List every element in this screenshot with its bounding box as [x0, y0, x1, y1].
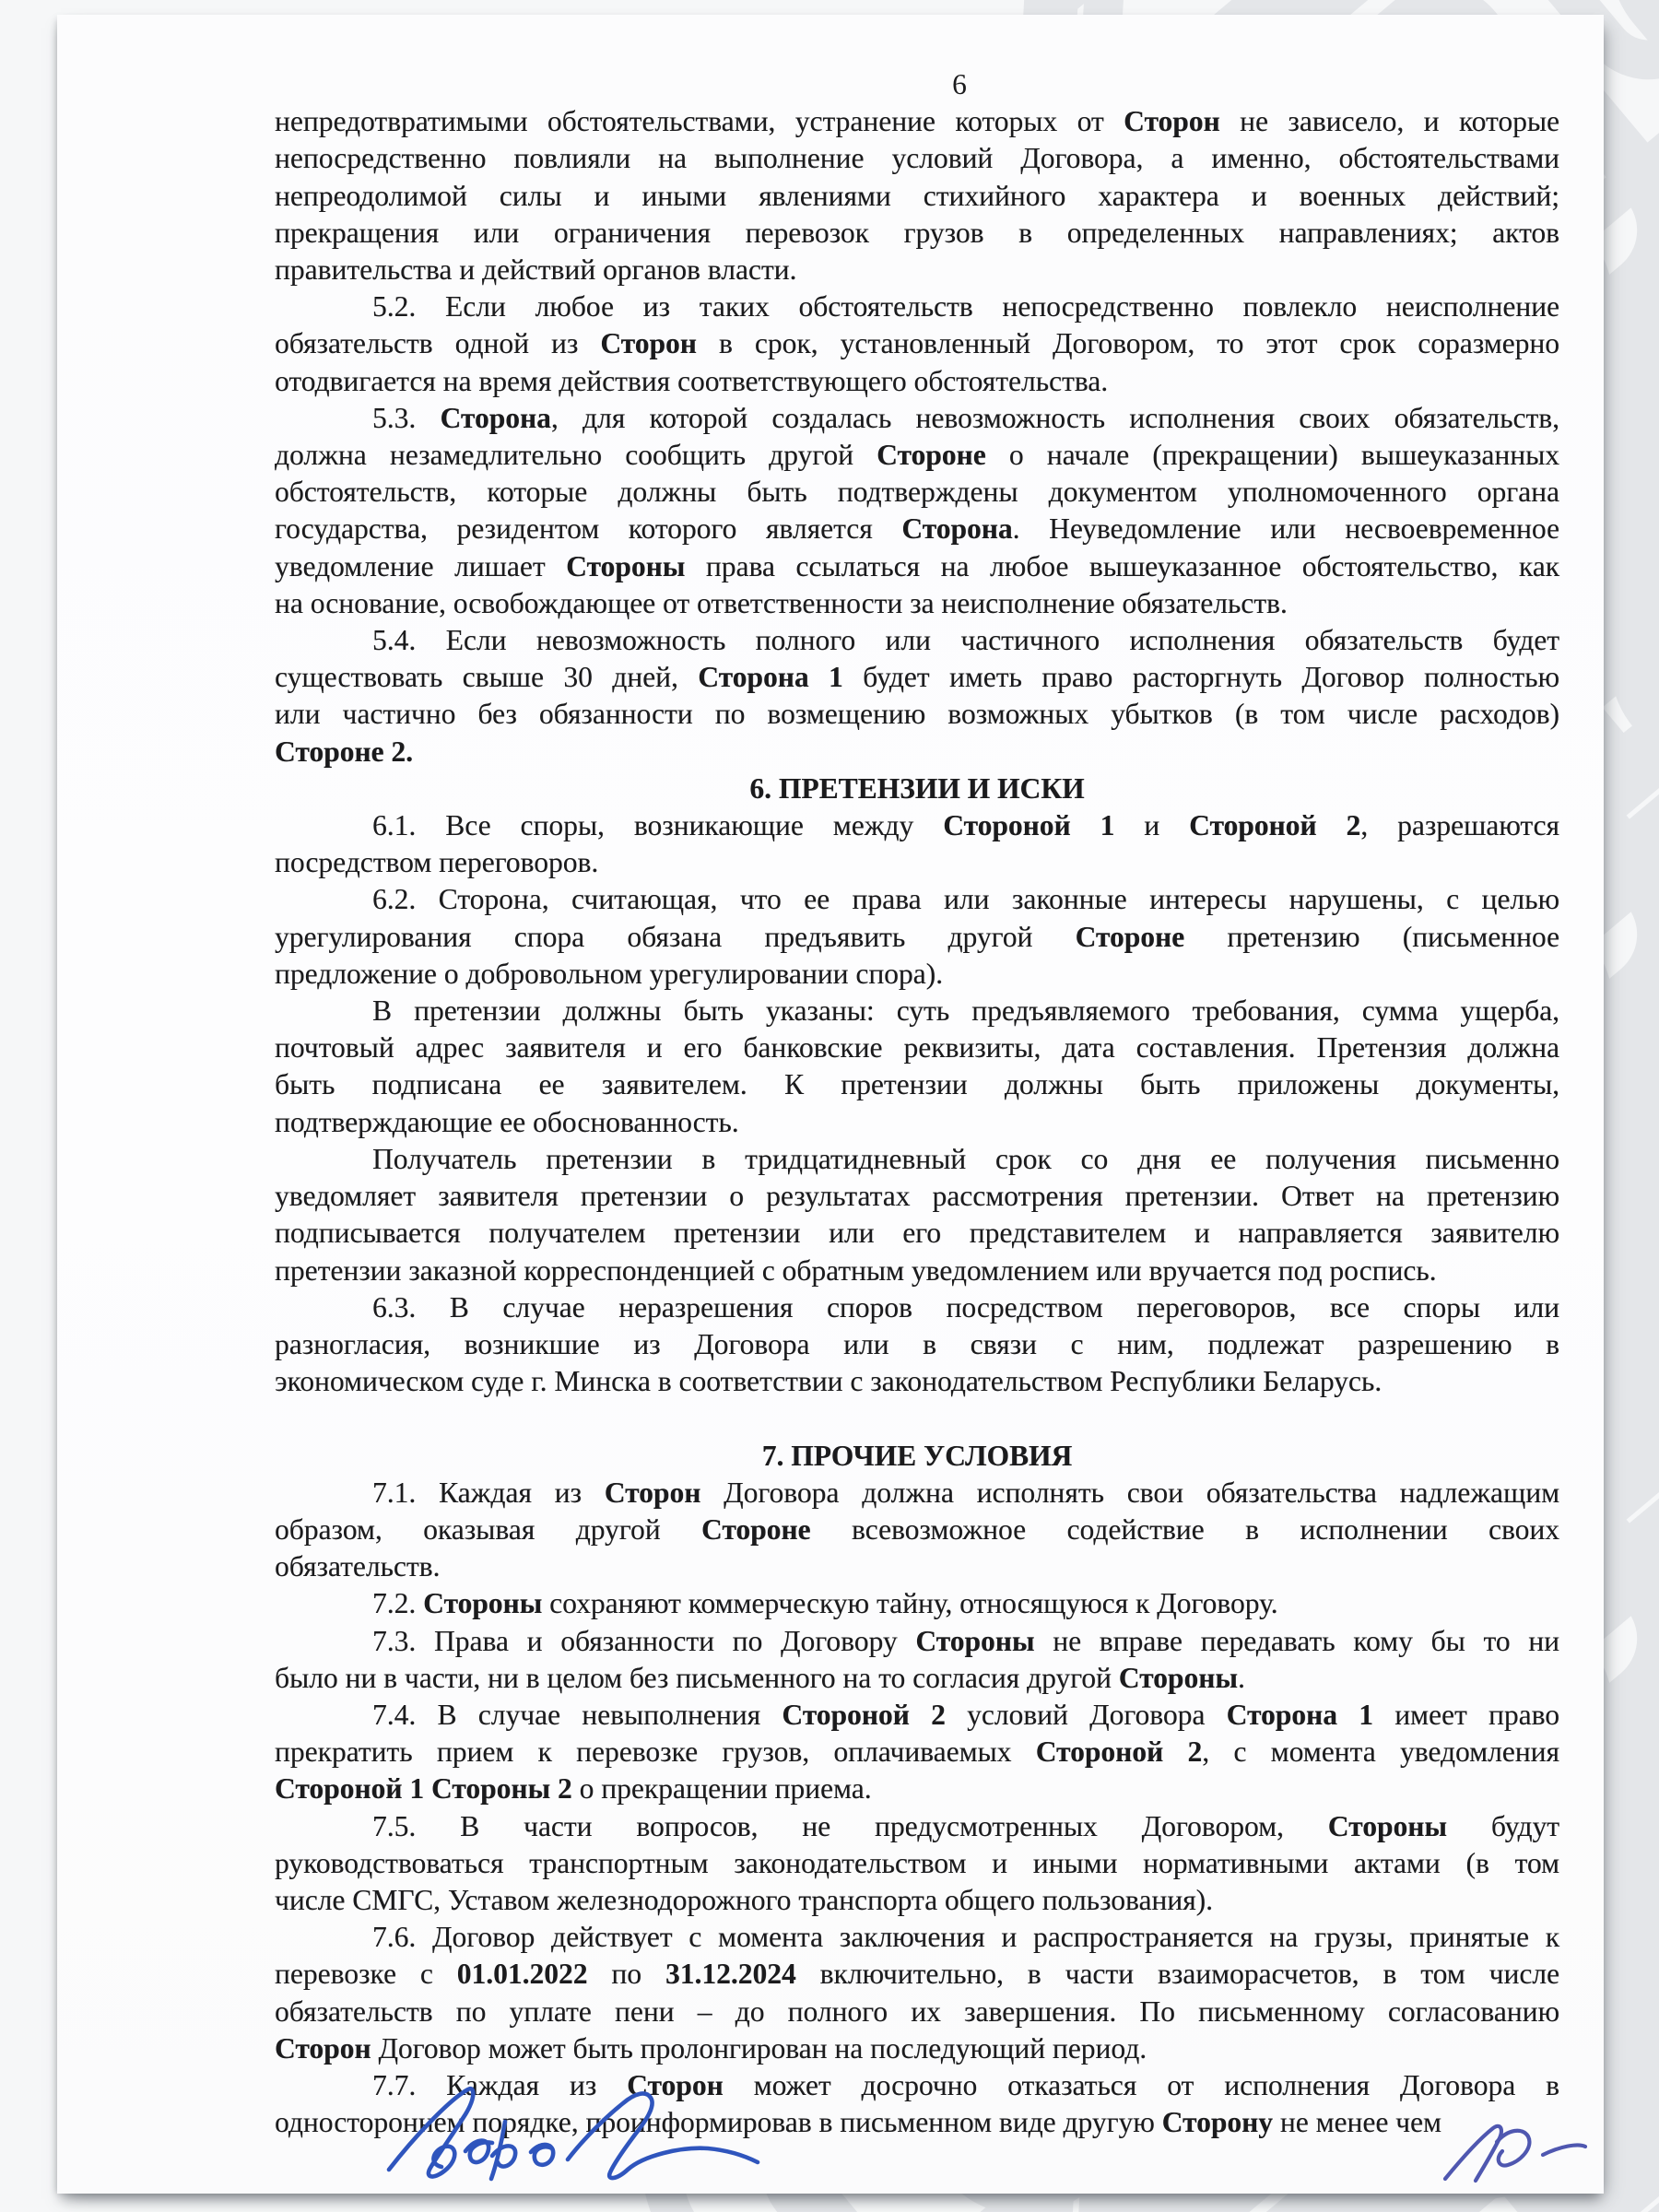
text-line: претензии заказной корреспонденцией с обратным уведомлением или вручается под роспись. — [275, 1253, 1437, 1287]
text-line: было ни в части, ни в целом без письменного на то согласия другой Стороны. — [275, 1661, 1245, 1694]
text-line: непредотвратимыми обстоятельствами, устранение которых от Сторон не зависело, и которые — [275, 105, 1559, 138]
text-line: 7.1. Каждая из Сторон Договора должна исполнять свои обязательства надлежащим — [372, 1476, 1560, 1509]
text-line: 7.5. В части вопросов, не предусмотренных Договором, Стороны будут — [372, 1809, 1559, 1842]
text-line: 7.3. Права и обязанности по Договору Стороны не вправе передавать кому бы то ни — [372, 1624, 1559, 1657]
text-line: обязательств одной из Сторон в срок, установленный Договором, то этот срок соразмерно — [275, 327, 1559, 360]
text-line: правительства и действий органов власти. — [275, 253, 797, 287]
text-line: руководствоваться транспортным законодательством и иными нормативными актами (в том — [275, 1846, 1559, 1879]
text-line: 5.4. Если невозможность полного или частичного исполнения обязательств будет — [372, 624, 1559, 657]
text-line: быть подписана ее заявителем. К претензии должны быть приложены документы, — [275, 1068, 1559, 1101]
paragraph — [275, 1141, 1559, 1289]
handwritten-initials-paraph — [1427, 2118, 1593, 2192]
text-line: на основание, освобождающее от ответственности за неисполнение обязательств. — [275, 586, 1288, 619]
document-body — [275, 103, 1559, 2141]
section-heading: 7. ПРОЧИЕ УСЛОВИЯ — [761, 1439, 1073, 1472]
text-line: обстоятельств, которые должны быть подтверждены документом уполномоченного органа — [275, 476, 1559, 509]
text-line: 6.3. В случае неразрешения споров посредством переговоров, все споры или — [372, 1290, 1559, 1324]
text-line: подтверждающие ее обоснованность. — [275, 1105, 739, 1138]
text-line: посредством переговоров. — [275, 846, 599, 879]
paragraph — [275, 1289, 1559, 1401]
paragraph — [275, 1623, 1559, 1697]
text-line: существовать свыше 30 дней, Сторона 1 будет иметь право расторгнуть Договор полностью — [275, 661, 1559, 694]
text-line: уведомление лишает Стороны права ссылаться на любое вышеуказанное обстоятельство, как — [275, 549, 1559, 582]
paragraph — [275, 103, 1559, 288]
text-line: предложение о добровольном урегулировании спора). — [275, 957, 944, 990]
text-line: 7.6. Договор действует с момента заключения и распространяется на грузы, принятые к — [372, 1921, 1559, 1954]
text-line: прекратить прием к перевозке грузов, оплачиваемых Стороной 2, с момента уведомления — [275, 1735, 1559, 1769]
text-line: государства, резидентом которого является Сторона. Неуведомление или несвоевременное — [275, 512, 1559, 546]
text-line: обязательств по уплате пени – до полного их завершения. По письменному согласованию — [275, 1994, 1559, 2028]
text-line: прекращения или ограничения перевозок грузов в определенных направлениях; актов — [275, 216, 1559, 249]
text-line: непреодолимой силы и иными явлениями стихийного характера и военных действий; — [275, 179, 1559, 212]
text-line: В претензии должны быть указаны: суть предъявляемого требования, сумма ущерба, — [372, 994, 1559, 1028]
text-line: отодвигается на время действия соответствующего обстоятельства. — [275, 364, 1109, 397]
text-line: 5.2. Если любое из таких обстоятельств непосредственно повлекло неисполнение — [372, 290, 1559, 324]
text-line: 7.4. В случае невыполнения Стороной 2 условий Договора Сторона 1 имеет право — [372, 1698, 1559, 1731]
handwritten-signature — [376, 2077, 772, 2188]
text-line: 6.2. Сторона, считающая, что ее права или законные интересы нарушены, с целью — [372, 883, 1559, 916]
paragraph — [275, 807, 1559, 881]
paragraph — [275, 288, 1559, 400]
text-line: Получатель претензии в тридцатидневный срок со дня ее получения письменно — [372, 1142, 1559, 1175]
paragraph — [275, 1475, 1559, 1586]
text-line: образом, оказывая другой Стороне всевозможное содействие в исполнении своих — [275, 1512, 1559, 1546]
text-line: 6.1. Все споры, возникающие между Стороной 1 и Стороной 2, разрешаются — [372, 809, 1560, 842]
text-line: подписывается получателем претензии или его представителем и направляется заявителю — [275, 1217, 1559, 1250]
page-number: 6 — [952, 68, 967, 100]
text-line: Стороной 1 Стороны 2 о прекращении приема. — [275, 1772, 872, 1806]
spacer — [275, 1400, 1559, 1437]
text-line: числе СМГС, Уставом железнодорожного транспорта общего пользования). — [275, 1883, 1213, 1916]
text-line: непосредственно повлияли на выполнение условий Договора, а именно, обстоятельствами — [275, 142, 1559, 175]
text-line: почтовый адрес заявителя и его банковские реквизиты, дата составления. Претензия должна — [275, 1031, 1559, 1065]
text-line: перевозке с 01.01.2022 по 31.12.2024 включительно, в части взаиморасчетов, в том числе — [275, 1958, 1560, 1991]
text-line: обязательств. — [275, 1550, 441, 1583]
text-line: 5.3. Сторона, для которой создалась невозможность исполнения своих обязательств, — [372, 401, 1560, 434]
text-line: или частично без обязанности по возмещению возможных убытков (в том числе расходов) — [275, 698, 1559, 731]
paragraph — [275, 400, 1559, 622]
text-line: 7.7. Каждая из Сторон может досрочно отказаться от исполнения Договора в — [372, 2068, 1559, 2101]
paragraph — [275, 1697, 1559, 1808]
text-line: одностороннем порядке, проинформировав в письменном виде другую Сторону не менее чем — [275, 2106, 1441, 2139]
text-line: 7.2. Стороны сохраняют коммерческую тайну, относящуюся к Договору. — [372, 1587, 1278, 1620]
paragraph — [275, 1585, 1559, 1622]
paper-sheet — [57, 15, 1604, 2194]
text-line: Сторон Договор может быть пролонгирован на последующий период. — [275, 2031, 1147, 2065]
paragraph — [275, 993, 1559, 1141]
paragraph — [275, 622, 1559, 771]
text-line: разногласия, возникшие из Договора или в связи с ним, подлежат разрешению в — [275, 1327, 1559, 1360]
paragraph — [275, 1919, 1559, 2067]
text-line: уведомляет заявителя претензии о результатах рассмотрения претензии. Ответ на претензию — [275, 1180, 1559, 1213]
text-line: Стороне 2. — [275, 735, 414, 768]
paragraph — [275, 881, 1559, 993]
text-line: должна незамедлительно сообщить другой Стороне о начале (прекращении) вышеуказанных — [275, 439, 1559, 472]
text-line: урегулирования спора обязана предъявить другой Стороне претензию (письменное — [275, 920, 1559, 953]
section-heading: 6. ПРЕТЕНЗИИ И ИСКИ — [749, 771, 1085, 805]
page-content — [275, 66, 1559, 2141]
text-line: экономическом суде г. Минска в соответствии с законодательством Республики Беларусь. — [275, 1365, 1382, 1398]
paragraph — [275, 1808, 1559, 1920]
